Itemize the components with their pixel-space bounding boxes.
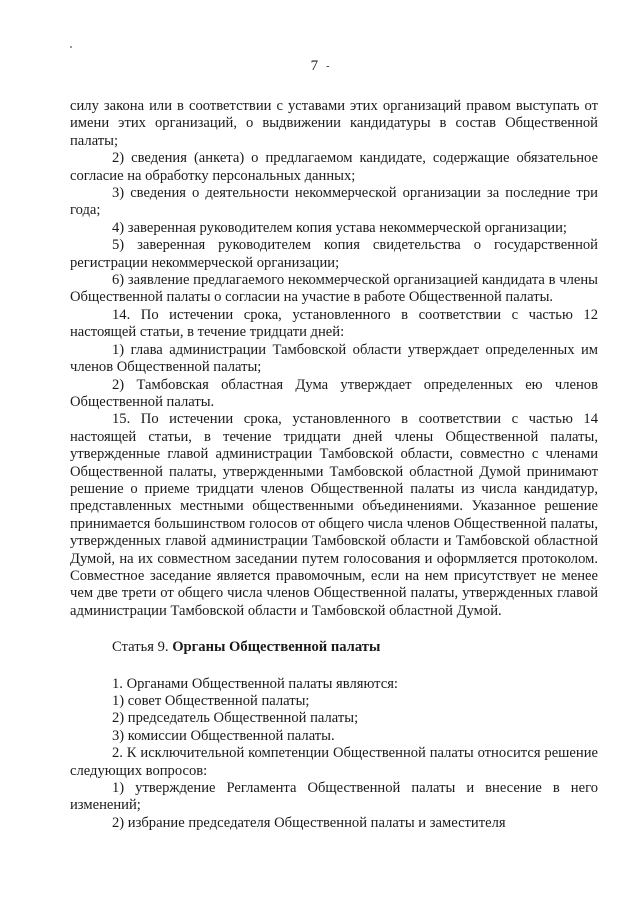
list-item: 3) сведения о деятельности некоммерческой организации за последние три года;: [70, 185, 598, 219]
page-number-mark: -: [326, 61, 330, 72]
page-number: [0, 58, 640, 76]
article-number: Статья 9.: [112, 639, 169, 656]
list-item: 2) сведения (анкета) о предлагаемом кандидате, содержащие обязательное согласие на обработку персональных данных;: [70, 150, 598, 184]
list-item: 2) избрание председателя Общественной палаты и заместителя: [112, 814, 506, 831]
list-item: 1) совет Общественной палаты;: [112, 693, 310, 709]
scan-speck: [70, 46, 72, 48]
list-item: 1) утверждение Регламента Общественной палаты и внесение в него изменений;: [70, 780, 598, 814]
article-title: Органы Общественной палаты: [172, 639, 381, 656]
list-item: 2) Тамбовская областная Дума утверждает определенных ею членов Общественной палаты.: [70, 376, 598, 410]
list-item: 2) председатель Общественной палаты;: [112, 710, 359, 727]
list-item: 3) комиссии Общественной палаты.: [112, 727, 335, 744]
article-clause: 1. Органами Общественной палаты являются:: [112, 675, 398, 692]
list-item: 4) заверенная руководителем копия устава некоммерческой организации;: [112, 219, 567, 236]
list-item: 1) глава администрации Тамбовской области утверждает определенных им членов Общественной палаты;: [70, 341, 598, 376]
list-item: 5) заверенная руководителем копия свидетельства о государственной регистрации некоммерческой организации;: [70, 237, 598, 271]
clause-14: 14. По истечении срока, установленного в соответствии с частью 12 настоящей статьи, в течение тридцати дней:: [70, 306, 598, 341]
article-heading: [70, 639, 598, 656]
clause-15: 15. По истечении срока, установленного в соответствии с частью 14 настоящей статьи, в течение тридцати дней члены Общественной палаты, утвержденные главой администрации Тамбовской области, совместно с членами Общественной палаты, утвержденными Тамбовской областной Думой принимают решение о приеме тридцати членов Общественной палаты из числа кандидатур, представленных местными общественными объединениями. Указанное решение принимается большинством голосов от общего числа членов Общественной палаты, утвержденных главой администрации Тамбовской области и Тамбовской областной Думой, на их совместном заседании путем голосования и оформляется протоколом. Совместное заседание является правомочным, если на нем присутствует не менее чем две трети от общего числа членов Общественной палаты, утвержденных главой администрации Тамбовской области и Тамбовской областной Думой.: [70, 411, 598, 619]
article-clause: 2. К исключительной компетенции Общественной палаты относится решение следующих вопросов:: [70, 745, 598, 779]
page-number-value: 7: [310, 58, 319, 75]
paragraph-continuation: силу закона или в соответствии с уставами этих организаций правом выступать от имени этих организаций, о выдвижении кандидатуры в состав Общественной палаты;: [70, 98, 598, 149]
document-body: [70, 98, 598, 832]
list-item: 6) заявление предлагаемого некоммерческой организацией кандидата в члены Общественной палаты о согласии на участие в работе Общественной палаты.: [70, 272, 598, 306]
